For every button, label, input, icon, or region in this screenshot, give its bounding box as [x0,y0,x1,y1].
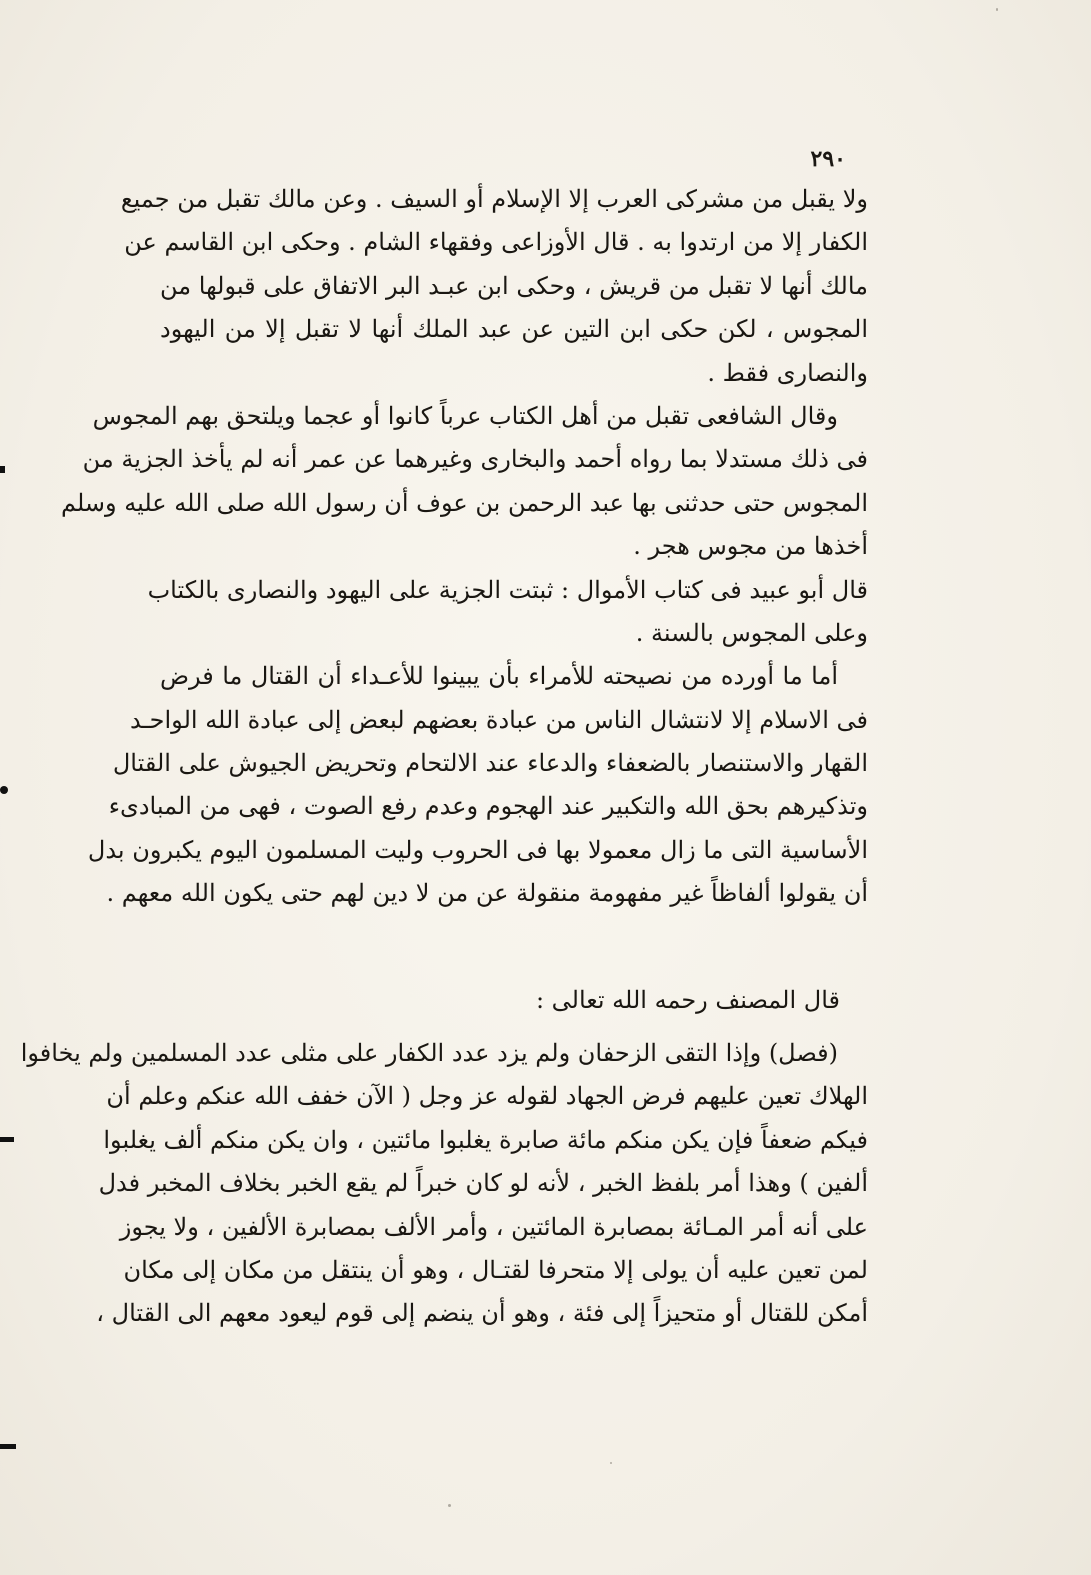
text-line: الكفار إلا من ارتدوا به . قال الأوزاعى وفقهاء الشام . وحكى ابن القاسم عن [124,228,868,257]
text-line: المجوس حتى حدثنى بها عبد الرحمن بن عوف أن رسول الله صلى الله عليه وسلم [61,488,868,517]
text-line: على أنه أمر المـائة بمصابرة المائتين ، وأمر الألف بمصابرة الألفين ، ولا يجوز [119,1212,868,1241]
scan-mark [0,1444,16,1449]
text-line: المجوس ، لكن حكى ابن التين عن عبد الملك أنها لا تقبل إلا من اليهود [160,315,868,344]
text-line: فى الاسلام إلا لانتشال الناس من عبادة بعضهم لبعض إلى عبادة الله الواحـد [130,705,868,734]
section-heading: قال المصنف رحمه الله تعالى : [535,986,840,1014]
scan-mark [0,786,8,794]
text-line: وعلى المجوس بالسنة . [635,618,868,647]
text-line: ولا يقبل من مشركى العرب إلا الإسلام أو السيف . وعن مالك تقبل من جميع [120,185,868,213]
scan-speck [996,8,998,11]
text-line: الهلاك تعين عليهم فرض الجهاد لقوله عز وجل ( الآن خفف الله عنكم وعلم أن [106,1082,868,1111]
text-line: أن يقولوا ألفاظاً غير مفهومة منقولة عن من لا دين لهم حتى يكون الله معهم . [106,879,868,908]
text-line: فيكم ضعفاً فإن يكن منكم مائة صابرة يغلبوا مائتين ، وان يكن منكم ألف يغلبوا [103,1125,868,1154]
text-line: وتذكيرهم بحق الله والتكبير عند الهجوم وعدم رفع الصوت ، فهى من المبادىء [108,792,868,821]
text-line: أمكن للقتال أو متحيزاً إلى فئة ، وهو أن ينضم إلى قوم ليعود معهم الى القتال ، [96,1299,868,1328]
text-line: لمن تعين عليه أن يولى إلا متحرفا لقتـال ، وهو أن ينتقل من مكان إلى مكان [123,1255,868,1284]
text-line: أخذها من مجوس هجر . [633,532,868,561]
text-line: والنصارى فقط . [707,358,868,387]
text-line: فى ذلك مستدلا بما رواه أحمد والبخارى وغيرهما عن عمر أنه لم يأخذ الجزية من [82,445,868,474]
scan-speck [448,1504,451,1507]
scan-mark [0,466,5,473]
text-line: وقال الشافعى تقبل من أهل الكتاب عرباً كانوا أو عجما ويلتحق بهم المجوس [92,401,838,430]
text-line: قال أبو عبيد فى كتاب الأموال : ثبتت الجزية على اليهود والنصارى بالكتاب [147,575,868,604]
text-line: القهار والاستنصار بالضعفاء والدعاء عند الالتحام وتحريض الجيوش على القتال [112,749,868,778]
text-block-one [61,178,868,916]
page-number: ٢٩٠ [810,146,846,172]
text-block-two [20,1032,868,1336]
scan-mark [0,1137,14,1142]
scan-speck [610,1462,612,1464]
text-line: الأساسية التى ما زال معمولا بها فى الحروب وليت المسلمون اليوم يكبرون بدل [87,835,868,864]
text-line: أما ما أورده من نصيحته للأمراء بأن يبينوا للأعـداء أن القتال ما فرض [160,662,838,691]
text-line: ألفين ) وهذا أمر بلفظ الخبر ، لأنه لو كان خبراً لم يقع الخبر بخلاف المخبر فدل [98,1169,868,1198]
text-line: مالك أنها لا تقبل من قريش ، وحكى ابن عبـد البر الاتفاق على قبولها من [160,271,868,300]
text-line: (فصل) وإذا التقى الزحفان ولم يزد عدد الكفار على مثلى عدد المسلمين ولم يخافوا [20,1039,838,1067]
